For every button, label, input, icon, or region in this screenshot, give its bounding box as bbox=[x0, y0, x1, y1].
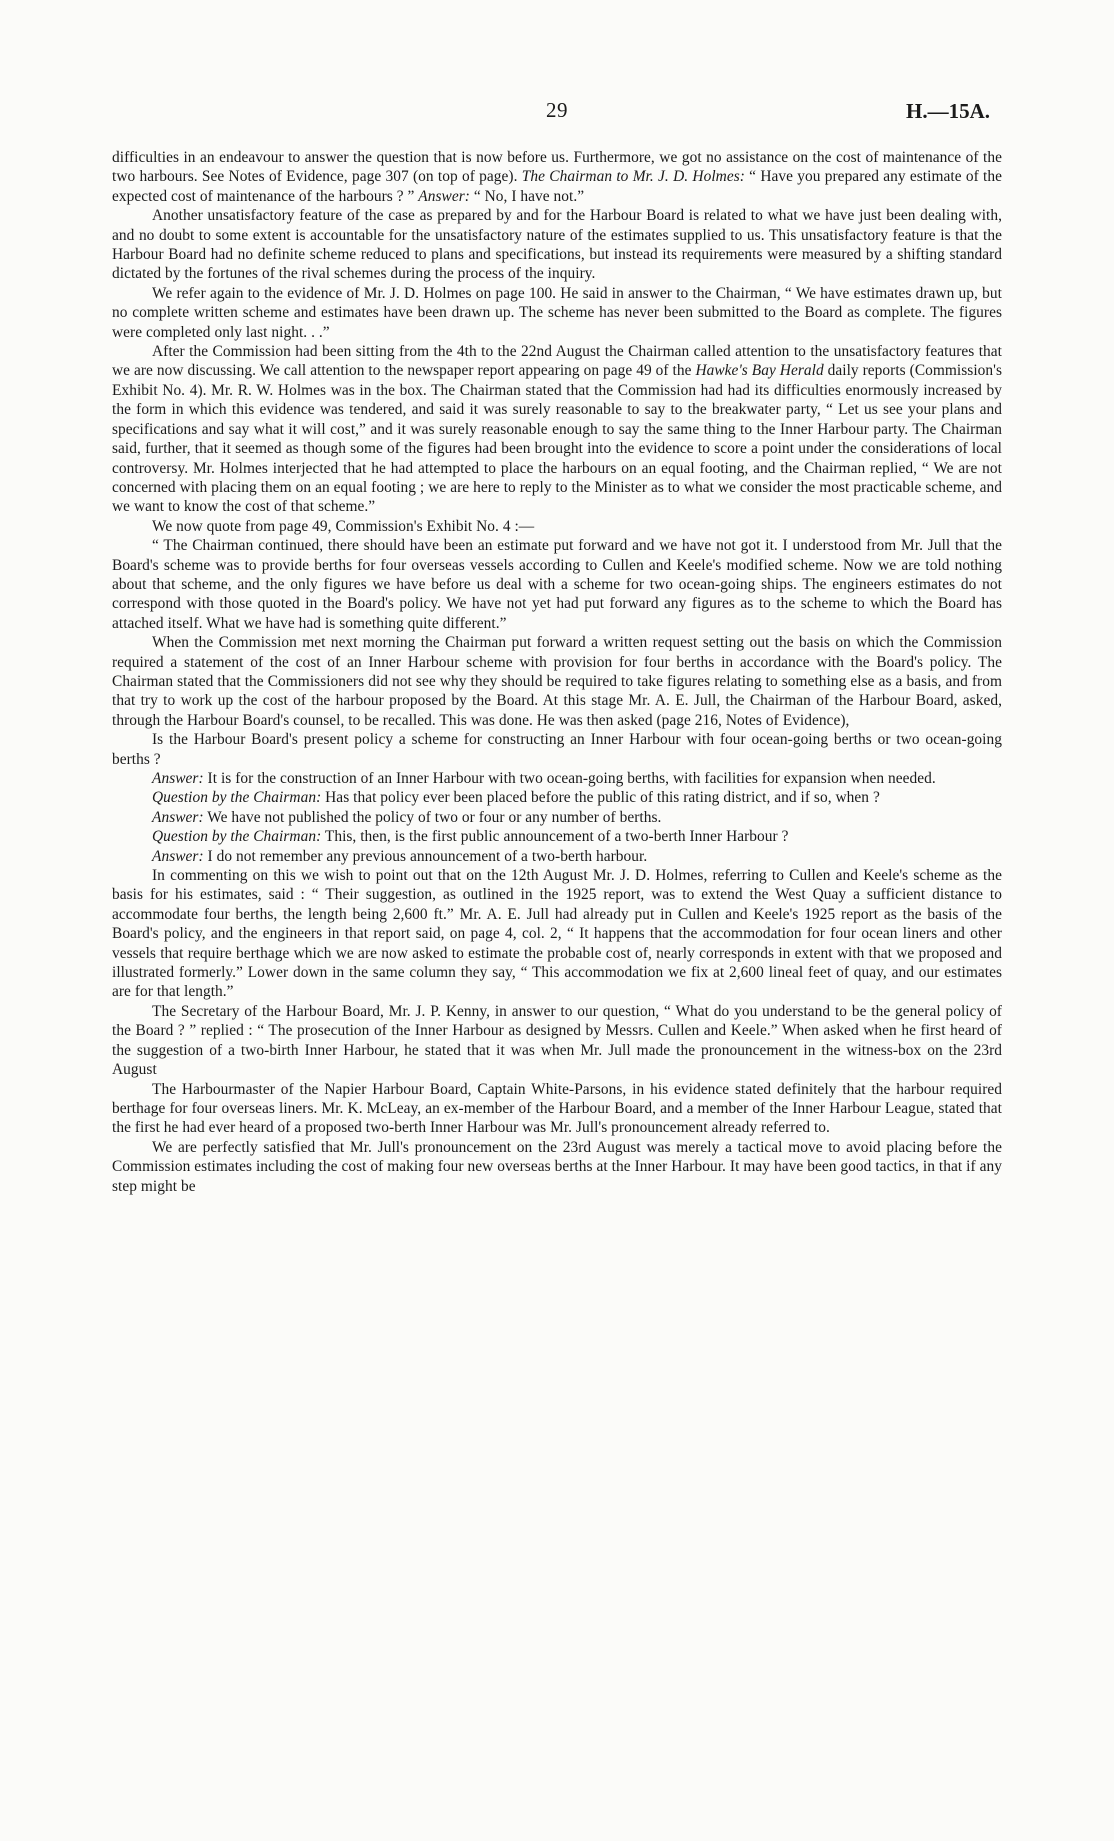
italic-text: Answer: bbox=[152, 770, 204, 787]
paragraph bbox=[112, 866, 1002, 1002]
text-run: In commenting on this we wish to point out that on the 12th August Mr. J. D. Holmes, referring to Cullen and Keele's scheme as the basis for his estimates, said : “ Their suggestion, as outlined in the 1925 report, was to extend the West Quay a sufficient distance to accommodate four berths, the length being 2,600 ft.” Mr. A. E. Jull had already put in Cullen and Keele's 1925 report as the basis of the Board's policy, and the engineers in that report said, on page 4, col. 2, “ It happens that the accommodation for four ocean liners and other vessels that require berthage which we are now asked to estimate the probable cost of, nearly corresponds in extent with that we proposed and illustrated formerly.” Lower down in the same column they say, “ This accommodation we fix at 2,600 lineal feet of quay, and our estimates are for that length.” bbox=[112, 867, 1002, 1001]
paragraph bbox=[112, 769, 1002, 788]
paragraph bbox=[112, 284, 1002, 342]
paragraph bbox=[112, 1080, 1002, 1138]
italic-text: Answer: bbox=[418, 187, 470, 205]
paragraph bbox=[112, 536, 1002, 633]
paragraph bbox=[112, 847, 1002, 866]
text-run: “ Have you prepared any estimate of the expected cost of maintenance of the harbours ? ” bbox=[112, 168, 1002, 205]
body-text bbox=[112, 148, 1002, 1196]
text-run: We now quote from page 49, Commission's Exhibit No. 4 :— bbox=[152, 517, 535, 535]
paragraph bbox=[112, 517, 1002, 536]
text-run: “ No, I have not.” bbox=[469, 187, 585, 205]
italic-text: Question by the Chairman: bbox=[152, 828, 322, 846]
paragraph bbox=[112, 148, 1002, 206]
text-run: Is the Harbour Board's present policy a scheme for constructing an Inner Harbour with four ocean-going berths or two ocean-going berths ? bbox=[112, 731, 1002, 768]
document-reference: H.—15A. bbox=[906, 99, 990, 123]
text-run: When the Commission met next morning the Chairman put forward a written request setting out the basis on which the Commission required a statement of the cost of an Inner Harbour scheme with provision for four berths in accordance with the Board's policy. The Chairman stated that the Commissioners did not see why they should be required to take figures relating to something else as a basis, and from that try to work up the cost of the harbour proposed by the Board. At this stage Mr. A. E. Jull, the Chairman of the Harbour Board, asked, through the Harbour Board's counsel, to be recalled. This was done. He was then asked (page 216, Notes of Evidence), bbox=[112, 634, 1002, 729]
text-run: “ The Chairman continued, there should have been an estimate put forward and we have not got it. I understood from Mr. Jull that the Board's scheme was to provide berths for four overseas vessels according to Cullen and Keele's modified scheme. Now we are told nothing about that scheme, and the only figures we have before us deal with a scheme for two ocean-going ships. The engineers estimates do not correspond with those quoted in the Board's policy. We have not yet had put forward any figures as to the scheme to which the Board has attached itself. What we have had is something quite different.” bbox=[112, 537, 1002, 632]
text-run: We have not published the policy of two or four or any number of berths. bbox=[203, 808, 662, 826]
italic-text: The Chairman to Mr. J. D. Holmes: bbox=[521, 168, 745, 186]
paragraph bbox=[112, 808, 1002, 827]
text-run: daily reports (Commission's Exhibit No. 4). Mr. R. W. Holmes was in the box. The Chairman stated that the Commission had had its difficulties enormously increased by the form in which this evidence was tendered, and said it was surely reasonable to say to the breakwater party, “ Let us see your plans and specifications and say what it will cost,” and it was surely reasonable enough to say the same thing to the Inner Harbour party. The Chairman said, further, that it seemed as though some of the figures had been brought into the evidence to score a point under the considerations of local controversy. Mr. Holmes interjected that he had attempted to place the harbours on an equal footing, and the Chairman replied, “ We are not concerned with placing them on an equal footing ; we are here to reply to the Minister as to what we consider the most practicable scheme, and we want to know the cost of that scheme.” bbox=[112, 362, 1003, 516]
paragraph bbox=[112, 342, 1002, 517]
italic-text: Question by the Chairman: bbox=[152, 789, 322, 807]
text-run: The Harbourmaster of the Napier Harbour Board, Captain White-Parsons, in his evidence stated definitely that the harbour required berthage for four overseas liners. Mr. K. McLeay, an ex-member of the Harbour Board, and a member of the Inner Harbour League, stated that the first he had ever heard of a proposed two-berth Inner Harbour was Mr. Jull's pronouncement already referred to. bbox=[112, 1080, 1002, 1137]
italic-text: Hawke's Bay Herald bbox=[695, 362, 824, 380]
text-run: After the Commission had been sitting from the 4th to the 22nd August the Chairman called attention to the unsatisfactory features that we are now discussing. We call attention to the newspaper report appearing on page 49 of the bbox=[112, 343, 1002, 380]
paragraph bbox=[112, 1138, 1002, 1196]
text-run: The Secretary of the Harbour Board, Mr. J. P. Kenny, in answer to our question, “ What do you understand to be the general policy of the Board ? ” replied : “ The prosecution of the Inner Harbour as designed by Messrs. Cullen and Keele.” When asked when he first heard of the suggestion of a two-birth Inner Harbour, he stated that it was when Mr. Jull made the pronouncement in the witness-box on the 23rd August bbox=[112, 1002, 1002, 1079]
paragraph bbox=[112, 206, 1002, 284]
text-run: It is for the construction of an Inner Harbour with two ocean-going berths, with facilities for expansion when needed. bbox=[203, 770, 936, 787]
italic-text: Answer: bbox=[152, 808, 204, 826]
text-run: Has that policy ever been placed before the public of this rating district, and if so, when ? bbox=[321, 789, 880, 807]
text-run: I do not remember any previous announcement of a two-berth harbour. bbox=[203, 847, 648, 865]
text-run: We refer again to the evidence of Mr. J. D. Holmes on page 100. He said in answer to the Chairman, “ We have estimates drawn up, but no complete written scheme and estimates have been drawn up. The scheme has never been submitted to the Board as complete. The figures were completed only last night. . .” bbox=[112, 284, 1002, 341]
paragraph bbox=[112, 788, 1002, 807]
page-header bbox=[0, 98, 1114, 128]
text-run: This, then, is the first public announcement of a two-berth Inner Harbour ? bbox=[321, 828, 789, 846]
paragraph bbox=[112, 730, 1002, 769]
page-number: 29 bbox=[546, 98, 568, 122]
text-run: difficulties in an endeavour to answer the question that is now before us. Furthermore, we got no assistance on the cost of maintenance of the two harbours. See Notes of Evidence, page 307 (on top of page). bbox=[112, 149, 1002, 186]
italic-text: Answer: bbox=[152, 847, 204, 865]
paragraph bbox=[112, 1002, 1002, 1080]
paragraph bbox=[112, 827, 1002, 846]
text-run: Another unsatisfactory feature of the case as prepared by and for the Harbour Board is related to what we have just been dealing with, and no doubt to some extent is accountable for the unsatisfactory nature of the estimates supplied to us. This unsatisfactory feature is that the Harbour Board had no definite scheme reduced to plans and specifications, but instead its requirements were measured by a shifting standard dictated by the fortunes of the rival schemes during the process of the inquiry. bbox=[112, 207, 1002, 283]
paragraph bbox=[112, 633, 1002, 730]
text-run: We are perfectly satisfied that Mr. Jull's pronouncement on the 23rd August was merely a tactical move to avoid placing before the Commission estimates including the cost of making four new overseas berths at the Inner Harbour. It may have been good tactics, in that if any step might be bbox=[112, 1138, 1002, 1195]
